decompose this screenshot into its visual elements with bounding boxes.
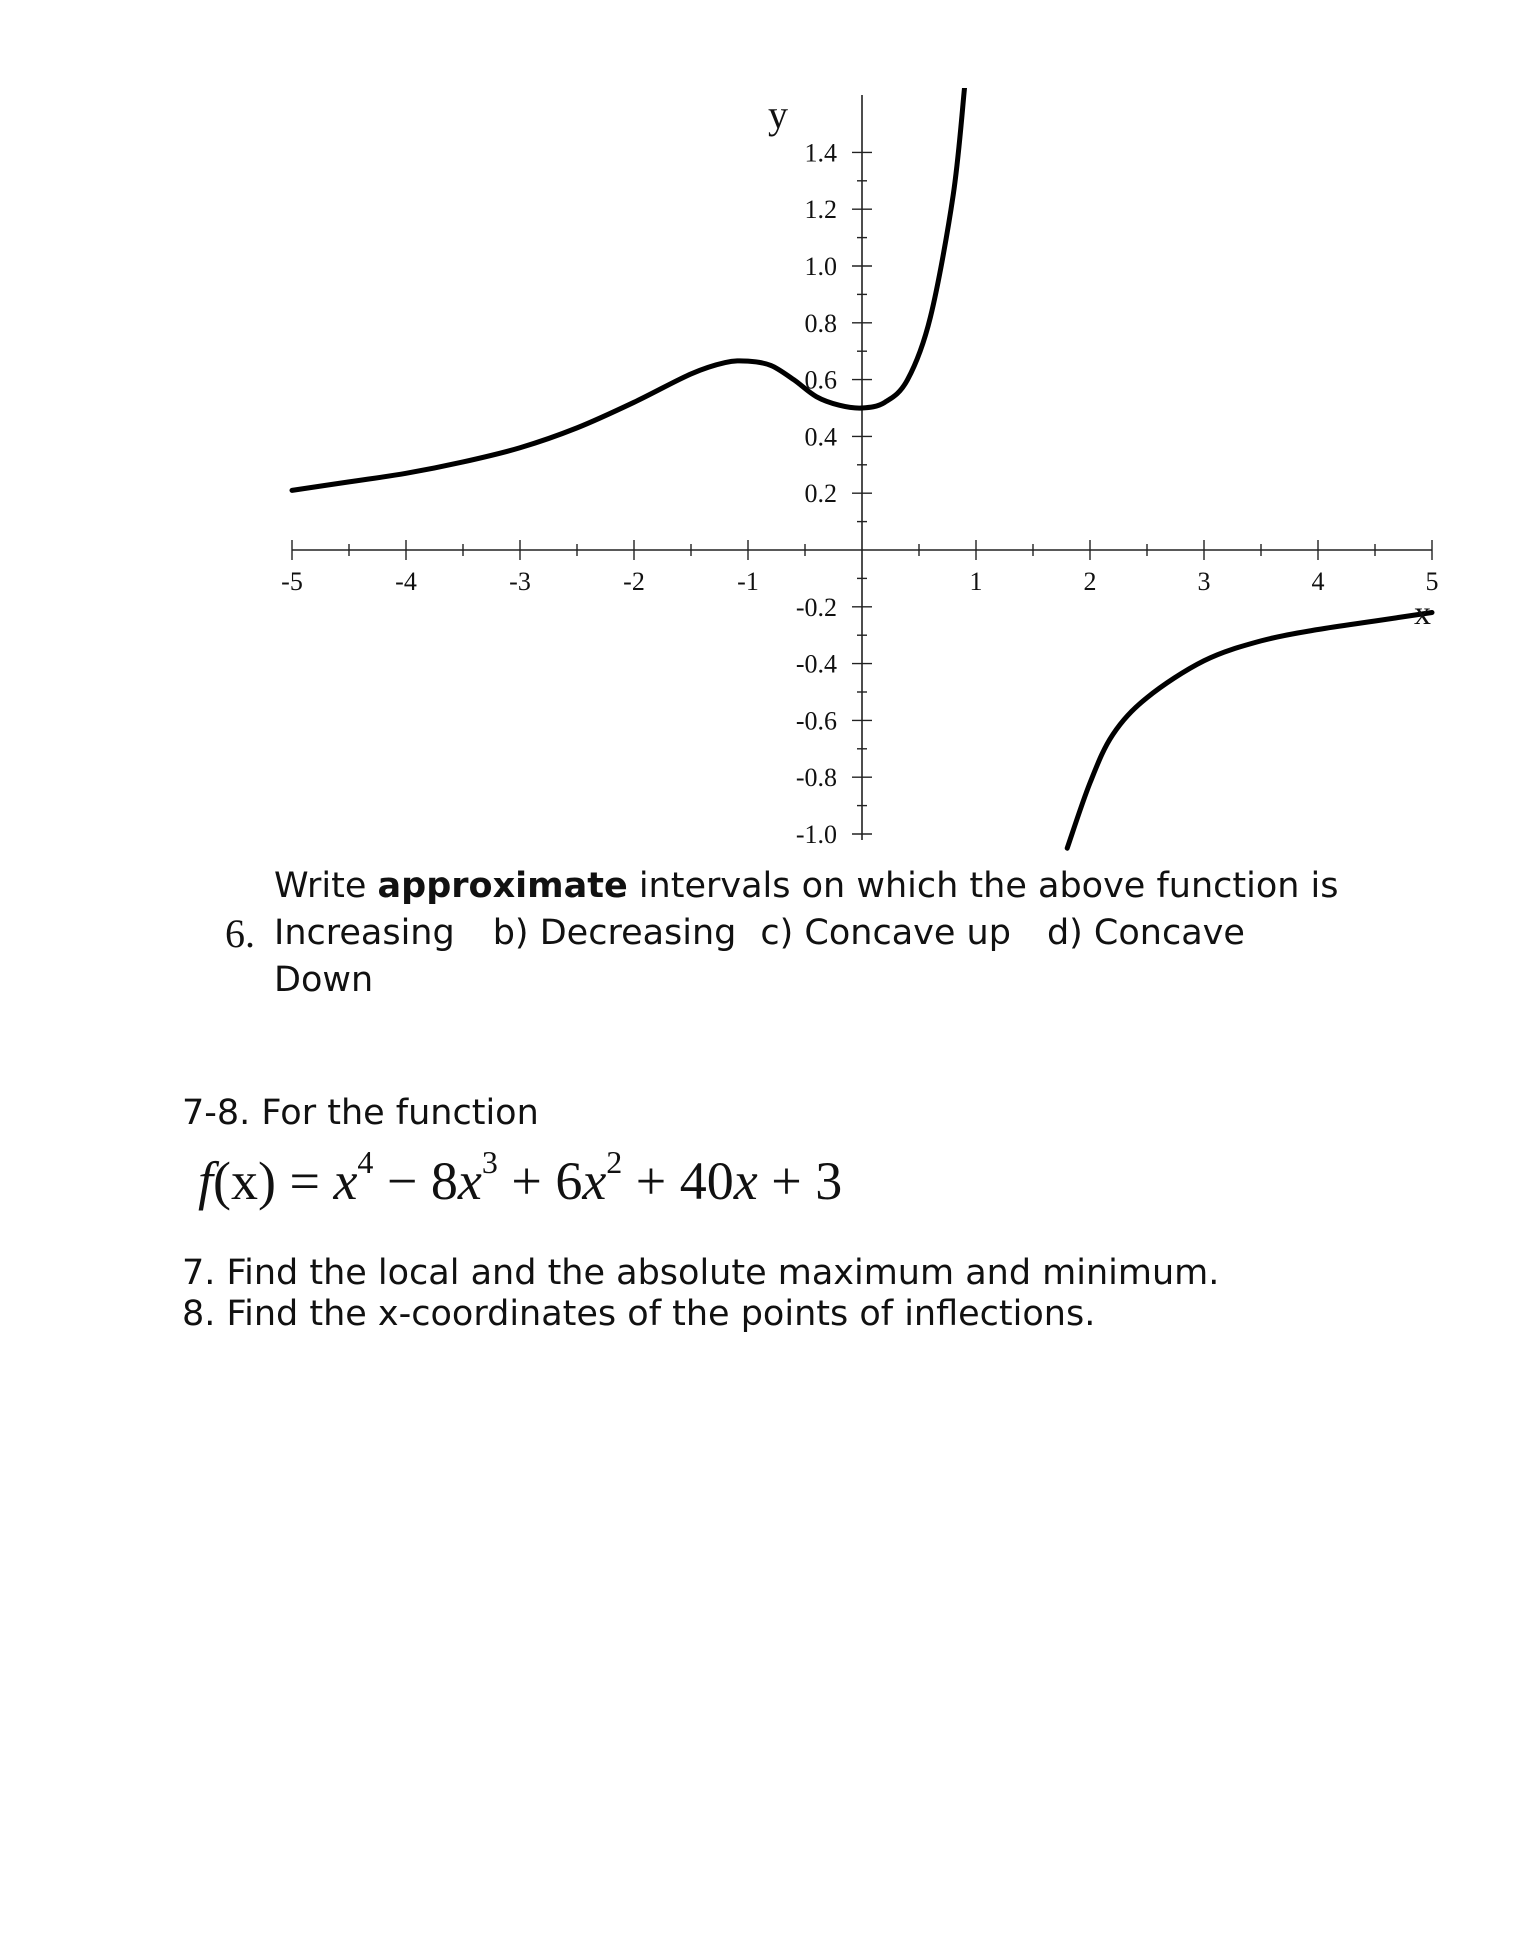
part-c: c) Concave up — [760, 913, 1011, 953]
x-tick-label: -1 — [737, 567, 759, 596]
intro-before: Write — [274, 866, 378, 906]
question-6-intro — [274, 866, 1339, 906]
question-6-number: 6. — [225, 911, 255, 956]
formula-exp3: 2 — [606, 1144, 623, 1180]
x-tick-label: 5 — [1425, 567, 1439, 596]
formula-term4: x — [733, 1151, 758, 1211]
formula-tail: + 3 — [757, 1151, 843, 1211]
question-7-8-heading: 7-8. For the function — [182, 1093, 539, 1133]
axes — [292, 95, 1432, 840]
question-6-parts — [274, 913, 1245, 953]
x-axis-label: x — [1414, 595, 1431, 632]
formula-exp1: 4 — [357, 1144, 374, 1180]
part-b: b) Decreasing — [492, 913, 737, 953]
part-a: Increasing — [274, 913, 455, 953]
curve-right-branch — [1067, 612, 1432, 848]
question-7: 7. Find the local and the absolute maximum and minimum. — [182, 1253, 1220, 1293]
function-formula — [198, 1144, 843, 1212]
function-graph — [0, 0, 1536, 860]
question-6-part-d-continued: Down — [274, 960, 374, 1000]
x-tick-label: -4 — [395, 567, 417, 596]
y-tick-label: -0.4 — [795, 649, 837, 679]
curve-left-branch — [292, 87, 965, 490]
intro-bold-word: approximate — [377, 866, 628, 906]
x-tick-label: 4 — [1311, 567, 1325, 596]
x-tick-label: -3 — [509, 567, 531, 596]
part-d: d) Concave — [1046, 913, 1245, 953]
x-tick-label: -5 — [281, 567, 303, 596]
formula-op2: + 6 — [497, 1151, 583, 1211]
y-tick-label: 1.0 — [804, 252, 837, 281]
formula-arg: (x) — [213, 1151, 276, 1211]
y-tick-label: -0.6 — [795, 706, 837, 736]
question-8: 8. Find the x-coordinates of the points of inflections. — [182, 1294, 1096, 1334]
x-tick-label: 3 — [1197, 567, 1211, 596]
formula-op3: + 40 — [622, 1151, 734, 1211]
y-tick-label: -0.2 — [795, 592, 837, 622]
x-tick-label: -2 — [623, 567, 645, 596]
intro-after: intervals on which the above function is — [627, 866, 1339, 906]
formula-term2: x — [457, 1151, 482, 1211]
x-tick-label: 1 — [969, 567, 983, 596]
y-tick-label: 0.4 — [804, 422, 837, 452]
y-tick-label: -0.8 — [795, 763, 837, 793]
y-tick-label: -1.0 — [795, 820, 837, 849]
formula-exp2: 3 — [481, 1144, 498, 1180]
y-tick-label: 1.2 — [804, 195, 837, 225]
ticks — [281, 138, 1438, 849]
y-tick-label: 1.4 — [804, 138, 837, 168]
formula-f: f — [198, 1151, 214, 1211]
formula-term3: x — [582, 1151, 607, 1211]
x-tick-label: 2 — [1083, 567, 1097, 596]
formula-term1: x — [333, 1151, 358, 1211]
y-tick-label: 0.8 — [804, 308, 837, 338]
y-tick-label: 0.2 — [804, 479, 837, 509]
formula-eq: = — [275, 1151, 334, 1211]
y-axis-label: y — [768, 92, 788, 137]
formula-op1: − 8 — [373, 1151, 458, 1211]
y-tick-label: 0.6 — [804, 365, 837, 395]
